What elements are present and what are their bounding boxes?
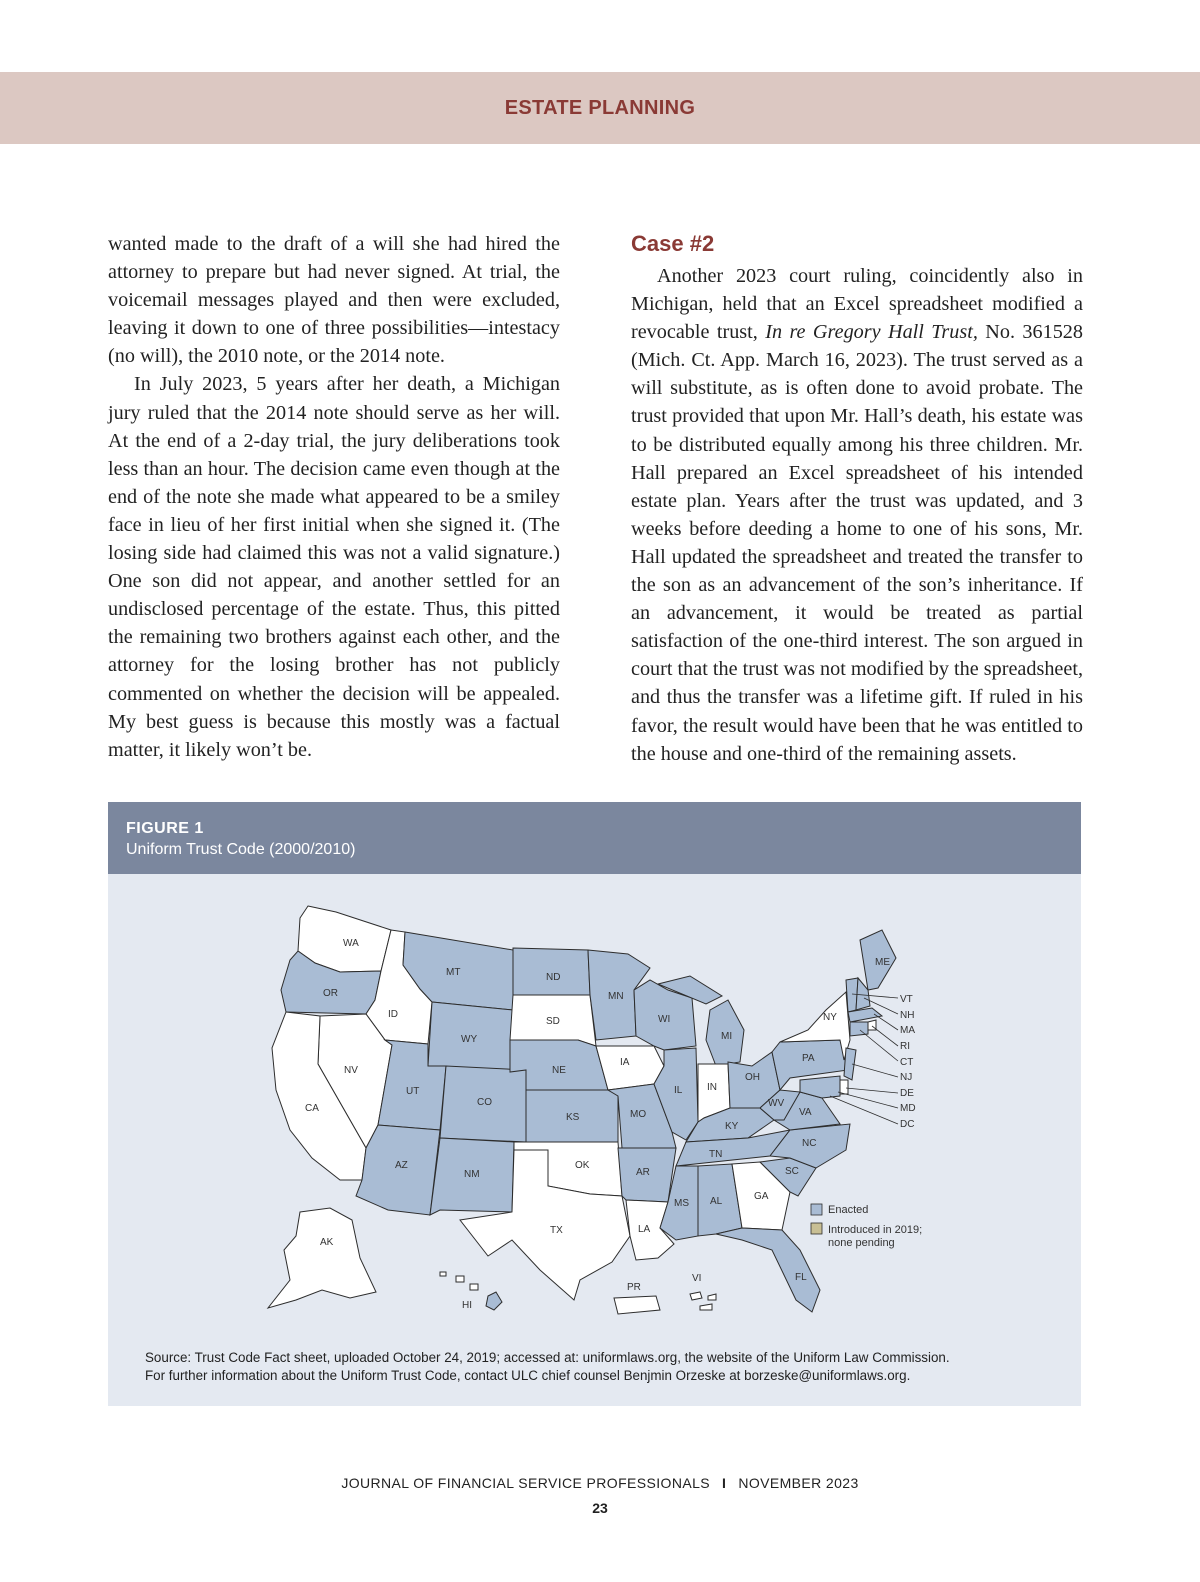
label-KY: KY bbox=[725, 1121, 739, 1132]
figure-source-note bbox=[145, 1349, 1045, 1385]
source-line-2: For further information about the Uniform Trust Code, contact ULC chief counsel Benjmin Orzeske at borzeske@uniformlaws.org. bbox=[145, 1368, 911, 1383]
label-NY: NY bbox=[823, 1012, 837, 1023]
label-VI: VI bbox=[692, 1273, 702, 1284]
issue-date: NOVEMBER 2023 bbox=[738, 1475, 859, 1491]
label-ME: ME bbox=[875, 957, 890, 968]
label-SC: SC bbox=[785, 1166, 799, 1177]
callout-label-NJ: NJ bbox=[900, 1072, 913, 1083]
right-text-after-case: No. 361528 (Mich. Ct. App. March 16, 2023). The trust served as a will substitute, as is often done to avoid probate. The trust provided that upon Mr. Hall’s death, his estate was to be distributed equally among his three children. Mr. Hall prepared an Excel spreadsheet of his intended estate plan. Years after the trust was updated, and 3 weeks before deeding a home to one of his sons, Mr. Hall updated the spreadsheet and treated the transfer to the son as an advancement of the son’s inheritance. If an advancement, it would be treated as partial satisfaction of the one-third interest. The son argued in court that the trust was not modified by the spreadsheet, and thus the transfer was a lifetime gift. If ruled in his favor, the result would have been that he was entitled to the house and one-third of the remaining assets. bbox=[631, 321, 1083, 765]
section-title: ESTATE PLANNING bbox=[504, 97, 696, 119]
figure-header bbox=[108, 802, 1081, 874]
right-paragraph bbox=[631, 262, 1083, 768]
legend-label-introduced-2: none pending bbox=[828, 1237, 895, 1249]
callout-line-MD bbox=[838, 1092, 898, 1108]
callout-label-CT: CT bbox=[900, 1057, 914, 1068]
label-WV: WV bbox=[768, 1098, 785, 1109]
callout-line-DC bbox=[830, 1096, 898, 1124]
label-MN: MN bbox=[608, 991, 624, 1002]
label-CA: CA bbox=[305, 1103, 319, 1114]
callout-label-DE: DE bbox=[900, 1088, 914, 1099]
source-line-1: Source: Trust Code Fact sheet, uploaded October 24, 2019; accessed at: uniformlaws.org, the website of the Uniform Law Commission. bbox=[145, 1350, 950, 1365]
label-AR: AR bbox=[636, 1167, 650, 1178]
legend-swatch-introduced bbox=[811, 1223, 822, 1234]
figure-title: Uniform Trust Code (2000/2010) bbox=[126, 841, 356, 858]
label-SD: SD bbox=[546, 1016, 560, 1027]
label-GA: GA bbox=[754, 1191, 769, 1202]
left-text-column bbox=[108, 230, 560, 764]
state-AK bbox=[268, 1208, 376, 1308]
label-AZ: AZ bbox=[395, 1160, 408, 1171]
legend-label-introduced-1: Introduced in 2019; bbox=[828, 1224, 923, 1236]
state-PR bbox=[614, 1296, 660, 1314]
label-OK: OK bbox=[575, 1160, 590, 1171]
state-NJ bbox=[844, 1048, 856, 1080]
legend-label-enacted: Enacted bbox=[828, 1204, 869, 1216]
label-IL: IL bbox=[674, 1085, 683, 1096]
label-UT: UT bbox=[406, 1086, 420, 1097]
callout-label-NH: NH bbox=[900, 1010, 915, 1021]
label-VA: VA bbox=[799, 1107, 812, 1118]
label-AK: AK bbox=[320, 1237, 334, 1248]
callout-label-DC: DC bbox=[900, 1119, 915, 1130]
label-KS: KS bbox=[566, 1112, 580, 1123]
legend-swatch-enacted bbox=[811, 1204, 822, 1215]
callout-line-NJ bbox=[852, 1064, 898, 1077]
label-PR: PR bbox=[627, 1282, 641, 1293]
label-IA: IA bbox=[620, 1057, 630, 1068]
us-map bbox=[108, 874, 1081, 1334]
state-HI bbox=[486, 1292, 502, 1310]
callout-line-DE bbox=[846, 1088, 898, 1093]
label-ND: ND bbox=[546, 972, 561, 983]
journal-name: JOURNAL OF FINANCIAL SERVICE PROFESSIONALS bbox=[341, 1475, 711, 1491]
label-MT: MT bbox=[446, 967, 461, 978]
callout-line-MA bbox=[874, 1014, 898, 1030]
label-TN: TN bbox=[709, 1149, 723, 1160]
case-name: In re Gregory Hall Trust, bbox=[765, 321, 978, 344]
label-PA: PA bbox=[802, 1053, 815, 1064]
left-paragraph-1: wanted made to the draft of a will she had hired the attorney to prepare but had never signed. At trial, the voicemail messages played and then were excluded, leaving it down to one of three possibilities—intestacy (no will), the 2010 note, or the 2014 note. bbox=[108, 233, 560, 368]
right-text-column bbox=[631, 229, 1083, 768]
label-LA: LA bbox=[638, 1224, 651, 1235]
case-heading: Case #2 bbox=[631, 231, 715, 256]
label-MS: MS bbox=[674, 1198, 689, 1209]
page-number: 23 bbox=[592, 1500, 608, 1516]
label-WY: WY bbox=[461, 1034, 478, 1045]
callout-label-RI: RI bbox=[900, 1041, 910, 1052]
label-WA: WA bbox=[343, 938, 359, 949]
label-AL: AL bbox=[710, 1196, 723, 1207]
state-DE bbox=[840, 1080, 848, 1094]
state-FL bbox=[716, 1228, 820, 1312]
label-CO: CO bbox=[477, 1097, 492, 1108]
label-NE: NE bbox=[552, 1065, 566, 1076]
callout-line-CT bbox=[860, 1030, 898, 1061]
callout-label-MA: MA bbox=[900, 1025, 915, 1036]
label-TX: TX bbox=[550, 1225, 563, 1236]
label-WI: WI bbox=[658, 1014, 671, 1025]
label-HI: HI bbox=[462, 1300, 472, 1311]
label-IN: IN bbox=[707, 1082, 717, 1093]
callout-label-VT: VT bbox=[900, 994, 913, 1005]
label-OR: OR bbox=[323, 988, 338, 999]
label-NM: NM bbox=[464, 1169, 480, 1180]
page-footer bbox=[0, 1475, 1200, 1491]
figure-label: FIGURE 1 bbox=[126, 820, 204, 837]
label-OH: OH bbox=[745, 1072, 760, 1083]
right-text-before-case: Another 2023 court ruling, coincidently also in Michigan, held that an Excel spreadsheet modified a revocable trust, bbox=[631, 265, 1083, 344]
callout-label-MD: MD bbox=[900, 1103, 916, 1114]
label-FL: FL bbox=[795, 1272, 807, 1283]
label-MO: MO bbox=[630, 1109, 647, 1120]
label-MI: MI bbox=[721, 1031, 733, 1042]
label-NC: NC bbox=[802, 1138, 817, 1149]
footer-separator: I bbox=[722, 1475, 727, 1491]
left-paragraph-2: In July 2023, 5 years after her death, a Michigan jury ruled that the 2014 note should serve as her will. At the end of a 2-day trial, the jury deliberations took less than an hour. The decision came even though at the end of the note she made what appeared to be a smiley face in lieu of her first initial when she signed it. (The losing side had claimed this was not a valid signature.) One son did not appear, and another settled for an undisclosed percentage of the estate. Thus, this pitted the remaining two brothers against each other, and the attorney for the losing brother has not publicly commented on whether the decision will be appealed. My best guess is because this mostly was a factual matter, it likely won’t be. bbox=[108, 373, 560, 761]
label-ID: ID bbox=[388, 1009, 398, 1020]
state-VI bbox=[690, 1292, 716, 1310]
state-HI-islets bbox=[440, 1272, 478, 1290]
label-NV: NV bbox=[344, 1065, 358, 1076]
